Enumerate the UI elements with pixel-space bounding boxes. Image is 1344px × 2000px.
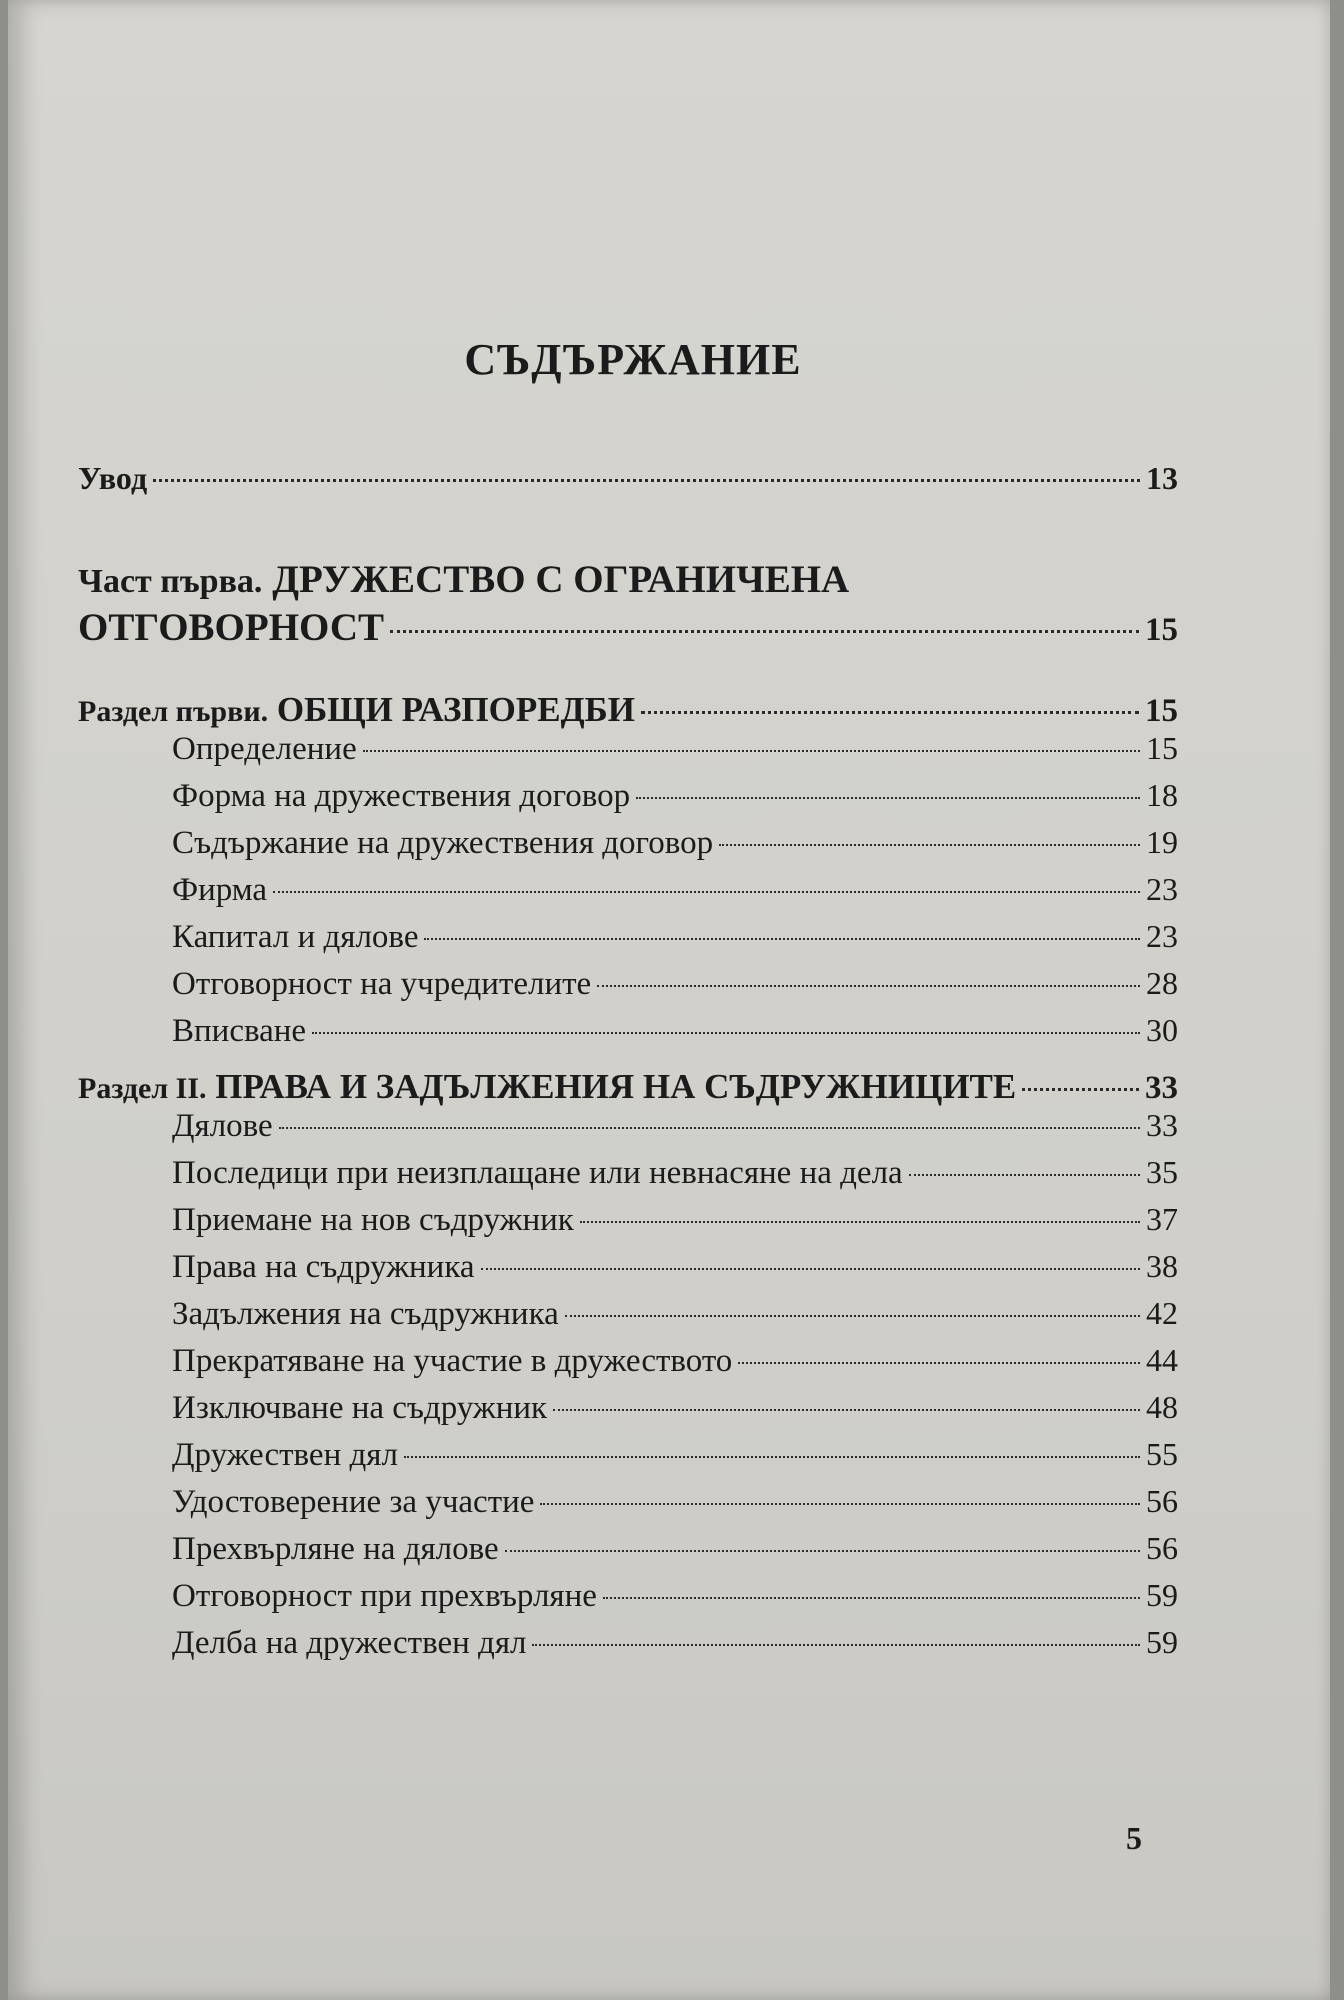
toc-entry-page: 23	[1146, 871, 1178, 907]
toc-part-heading-line2	[78, 605, 1178, 650]
dot-leader	[481, 1268, 1140, 1270]
dot-leader	[553, 1409, 1140, 1411]
toc-entry	[78, 1436, 1178, 1483]
toc-entry-label: Прекратяване на участие в дружеството	[172, 1343, 733, 1379]
toc-entry	[78, 1248, 1178, 1295]
toc-entry-label: Удостоверение за участие	[172, 1484, 535, 1520]
section-heading-label	[78, 1067, 1016, 1107]
dot-leader	[532, 1644, 1140, 1646]
dot-leader	[1022, 1088, 1139, 1091]
toc-entry	[78, 777, 1178, 824]
toc-entry-page: 15	[1145, 693, 1178, 729]
toc-entry	[78, 871, 1178, 918]
table-of-contents	[78, 460, 1178, 1671]
part-title-line1: ДРУЖЕСТВО С ОГРАНИЧЕНА	[272, 558, 850, 601]
toc-entry	[78, 1483, 1178, 1530]
toc-entry	[78, 1201, 1178, 1248]
toc-entry-label: Съдържание на дружествения договор	[172, 825, 714, 861]
section-prefix: Раздел II.	[78, 1072, 207, 1105]
toc-entry	[78, 965, 1178, 1012]
dot-leader	[312, 1032, 1140, 1034]
page-title: СЪДЪРЖАНИЕ	[464, 335, 802, 384]
dot-leader	[909, 1174, 1140, 1176]
toc-entry	[78, 1107, 1178, 1154]
toc-entry-label: Отговорност при прехвърляне	[172, 1578, 597, 1614]
toc-entry-page: 15	[1145, 612, 1178, 648]
dot-leader	[505, 1550, 1140, 1552]
toc-entry-page: 56	[1146, 1483, 1178, 1519]
toc-entry	[78, 1012, 1178, 1059]
toc-entry-page: 28	[1146, 965, 1178, 1001]
dot-leader	[738, 1362, 1140, 1364]
toc-entry	[78, 1624, 1178, 1671]
toc-entry-label: Последици при неизплащане или невнасяне на дела	[172, 1155, 903, 1191]
toc-entry-page: 33	[1145, 1070, 1178, 1106]
toc-entry-label: Права на съдружника	[172, 1249, 475, 1285]
toc-entry-label: Прехвърляне на дялове	[172, 1531, 499, 1567]
toc-entry-label: Приемане на нов съдружник	[172, 1202, 574, 1238]
dot-leader	[153, 479, 1140, 482]
toc-section-heading-2	[78, 1067, 1178, 1107]
toc-entry	[78, 824, 1178, 871]
toc-entry-label: Дялове	[172, 1108, 273, 1144]
part-title-line2: ОТГОВОРНОСТ	[78, 606, 385, 649]
toc-entry-page: 56	[1146, 1530, 1178, 1566]
dot-leader	[719, 844, 1140, 846]
toc-entry-label: Задължения на съдружника	[172, 1296, 559, 1332]
toc-entry-page: 19	[1146, 824, 1178, 860]
page-number: 5	[1126, 1820, 1142, 1856]
section-2-entries	[78, 1107, 1178, 1671]
dot-leader	[424, 938, 1140, 940]
toc-part-heading-line1	[78, 557, 1178, 605]
dot-leader	[404, 1456, 1140, 1458]
toc-entry-label: Изключване на съдружник	[172, 1390, 548, 1426]
toc-entry-page: 59	[1146, 1577, 1178, 1613]
dot-leader	[597, 985, 1140, 987]
toc-entry	[78, 1530, 1178, 1577]
toc-entry-page: 38	[1146, 1248, 1178, 1284]
toc-entry-page: 48	[1146, 1389, 1178, 1425]
toc-entry-label: Увод	[78, 460, 148, 496]
toc-entry	[78, 1577, 1178, 1624]
toc-entry-label: Определение	[172, 731, 357, 767]
toc-entry	[78, 1154, 1178, 1201]
section-heading-label	[78, 690, 635, 730]
toc-entry-page: 30	[1146, 1012, 1178, 1048]
toc-entry-label: Капитал и дялове	[172, 919, 419, 955]
toc-entry-label: Дружествен дял	[172, 1437, 398, 1473]
toc-entry	[78, 730, 1178, 777]
toc-entry-intro	[78, 460, 1178, 497]
section-1-entries	[78, 730, 1178, 1059]
toc-entry	[78, 1342, 1178, 1389]
dot-leader	[363, 750, 1140, 752]
dot-leader	[279, 1127, 1140, 1129]
toc-entry-page: 33	[1146, 1107, 1178, 1143]
toc-entry	[78, 918, 1178, 965]
dot-leader	[641, 711, 1139, 714]
toc-entry-page: 15	[1146, 730, 1178, 766]
section-title: ПРАВА И ЗАДЪЛЖЕНИЯ НА СЪДРУЖНИЦИТЕ	[215, 1067, 1017, 1106]
toc-entry-page: 42	[1146, 1295, 1178, 1331]
toc-entry-page: 37	[1146, 1201, 1178, 1237]
toc-entry-page: 55	[1146, 1436, 1178, 1472]
toc-entry-page: 59	[1146, 1624, 1178, 1660]
toc-entry-page: 35	[1146, 1154, 1178, 1190]
toc-entry-page: 44	[1146, 1342, 1178, 1378]
dot-leader	[540, 1503, 1140, 1505]
toc-entry-label: Вписване	[172, 1013, 307, 1049]
toc-entry-label: Фирма	[172, 872, 268, 908]
toc-entry-page: 18	[1146, 777, 1178, 813]
toc-entry	[78, 1295, 1178, 1342]
toc-entry-label: Отговорност на учредителите	[172, 966, 592, 1002]
toc-entry-page: 23	[1146, 918, 1178, 954]
toc-entry-label: Делба на дружествен дял	[172, 1625, 527, 1661]
dot-leader	[580, 1221, 1140, 1223]
toc-entry-label: Форма на дружествения договор	[172, 778, 631, 814]
section-title: ОБЩИ РАЗПОРЕДБИ	[276, 690, 636, 729]
toc-entry	[78, 1389, 1178, 1436]
toc-entry-page: 13	[1146, 460, 1178, 496]
section-prefix: Раздел първи.	[78, 695, 269, 728]
dot-leader	[603, 1597, 1140, 1599]
dot-leader	[565, 1315, 1140, 1317]
dot-leader	[636, 797, 1140, 799]
book-page	[8, 0, 1330, 2000]
dot-leader	[273, 891, 1140, 893]
part-prefix: Част първа.	[78, 563, 263, 600]
dot-leader	[390, 630, 1139, 633]
toc-section-heading-1	[78, 690, 1178, 730]
